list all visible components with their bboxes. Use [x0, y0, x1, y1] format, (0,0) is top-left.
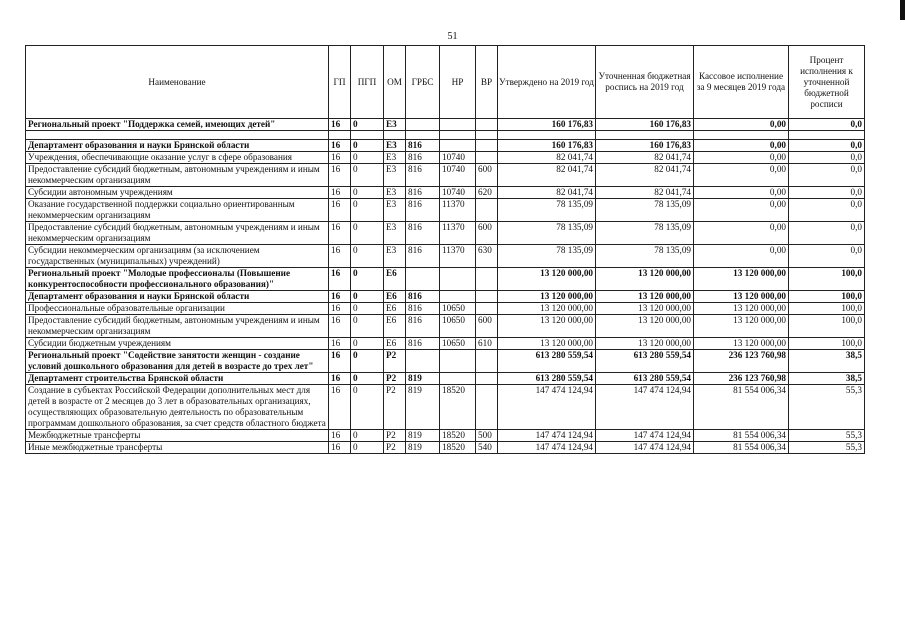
cell-name: Департамент образования и науки Брянской области — [26, 291, 329, 303]
cell-name: Межбюджетные трансферты — [26, 430, 329, 442]
cell-grbs: 816 — [406, 303, 440, 315]
cell-om: Е6 — [384, 291, 406, 303]
cell-vr: 500 — [476, 430, 498, 442]
header-refined: Уточненная бюджетная роспись на 2019 год — [596, 46, 694, 119]
cell-pgp: 0 — [351, 222, 384, 245]
cell-vr — [476, 373, 498, 385]
cell-name: Департамент образования и науки Брянской области — [26, 140, 329, 152]
cell-vr — [476, 152, 498, 164]
header-name: Наименование — [26, 46, 329, 119]
table-header-row — [26, 46, 865, 119]
cell-vr — [476, 199, 498, 222]
cell-approved: 13 120 000,00 — [498, 338, 596, 350]
cell-cash: 0,00 — [694, 164, 789, 187]
table-row — [26, 350, 865, 373]
cell-percent: 0,0 — [789, 140, 865, 152]
cell-cash: 13 120 000,00 — [694, 315, 789, 338]
spacer-cell — [596, 131, 694, 140]
table-row — [26, 222, 865, 245]
cell-refined: 147 474 124,94 — [596, 442, 694, 454]
cell-percent: 55,3 — [789, 430, 865, 442]
cell-cash: 13 120 000,00 — [694, 268, 789, 291]
cell-cash: 236 123 760,98 — [694, 350, 789, 373]
table-row — [26, 373, 865, 385]
cell-name: Учреждения, обеспечивающие оказание услуг в сфере образования — [26, 152, 329, 164]
cell-pgp: 0 — [351, 303, 384, 315]
cell-name: Предоставление субсидий бюджетным, автономным учреждениям и иным некоммерческим организациям — [26, 164, 329, 187]
cell-approved: 78 135,09 — [498, 222, 596, 245]
cell-name: Субсидии некоммерческим организациям (за исключением государственных (муниципальных) учреждений) — [26, 245, 329, 268]
cell-cash: 0,00 — [694, 245, 789, 268]
cell-grbs: 816 — [406, 338, 440, 350]
cell-approved: 613 280 559,54 — [498, 350, 596, 373]
cell-vr — [476, 268, 498, 291]
header-np: НР — [440, 46, 476, 119]
cell-cash: 0,00 — [694, 187, 789, 199]
cell-approved: 78 135,09 — [498, 199, 596, 222]
table-row — [26, 442, 865, 454]
cell-refined: 13 120 000,00 — [596, 338, 694, 350]
cell-pgp: 0 — [351, 338, 384, 350]
cell-refined: 82 041,74 — [596, 187, 694, 199]
cell-approved: 147 474 124,94 — [498, 442, 596, 454]
cell-pgp: 0 — [351, 245, 384, 268]
cell-gp: 16 — [329, 338, 351, 350]
cell-gp: 16 — [329, 291, 351, 303]
cell-np: 11370 — [440, 245, 476, 268]
cell-om: Р2 — [384, 430, 406, 442]
cell-pgp: 0 — [351, 268, 384, 291]
cell-name: Субсидии автономным учреждениям — [26, 187, 329, 199]
cell-om: Е6 — [384, 338, 406, 350]
cell-refined: 613 280 559,54 — [596, 350, 694, 373]
cell-pgp: 0 — [351, 119, 384, 131]
cell-grbs: 816 — [406, 140, 440, 152]
cell-om: Е3 — [384, 140, 406, 152]
spacer-cell — [789, 131, 865, 140]
spacer-cell — [406, 131, 440, 140]
cell-percent: 100,0 — [789, 268, 865, 291]
cell-om: Р2 — [384, 350, 406, 373]
cell-approved: 13 120 000,00 — [498, 315, 596, 338]
cell-pgp: 0 — [351, 164, 384, 187]
cell-np: 18520 — [440, 430, 476, 442]
cell-pgp: 0 — [351, 350, 384, 373]
table-row — [26, 152, 865, 164]
cell-om: Е3 — [384, 222, 406, 245]
cell-approved: 160 176,83 — [498, 140, 596, 152]
cell-refined: 160 176,83 — [596, 140, 694, 152]
cell-pgp: 0 — [351, 442, 384, 454]
cell-approved: 13 120 000,00 — [498, 268, 596, 291]
cell-om: Р2 — [384, 385, 406, 430]
header-approved: Утверждено на 2019 год — [498, 46, 596, 119]
cell-approved: 13 120 000,00 — [498, 291, 596, 303]
spacer-cell — [498, 131, 596, 140]
table-row — [26, 315, 865, 338]
cell-vr — [476, 303, 498, 315]
cell-vr: 610 — [476, 338, 498, 350]
table-row — [26, 140, 865, 152]
cell-gp: 16 — [329, 442, 351, 454]
cell-refined: 147 474 124,94 — [596, 430, 694, 442]
cell-approved: 78 135,09 — [498, 245, 596, 268]
cell-np — [440, 291, 476, 303]
cell-cash: 236 123 760,98 — [694, 373, 789, 385]
cell-np: 18520 — [440, 442, 476, 454]
cell-gp: 16 — [329, 222, 351, 245]
cell-np — [440, 268, 476, 291]
cell-np: 10650 — [440, 303, 476, 315]
header-vr: ВР — [476, 46, 498, 119]
cell-cash: 0,00 — [694, 222, 789, 245]
cell-gp: 16 — [329, 199, 351, 222]
cell-vr — [476, 291, 498, 303]
spacer-cell — [694, 131, 789, 140]
cell-grbs: 816 — [406, 164, 440, 187]
cell-refined: 13 120 000,00 — [596, 303, 694, 315]
cell-cash: 81 554 006,34 — [694, 430, 789, 442]
cell-np: 11370 — [440, 199, 476, 222]
spacer-cell — [440, 131, 476, 140]
cell-np — [440, 140, 476, 152]
cell-vr — [476, 140, 498, 152]
cell-grbs: 816 — [406, 222, 440, 245]
cell-grbs: 816 — [406, 187, 440, 199]
cell-approved: 82 041,74 — [498, 187, 596, 199]
table-row — [26, 430, 865, 442]
cell-om: Е3 — [384, 245, 406, 268]
cell-approved: 13 120 000,00 — [498, 303, 596, 315]
cell-cash: 13 120 000,00 — [694, 291, 789, 303]
cell-percent: 0,0 — [789, 222, 865, 245]
header-cash: Кассовое исполнение за 9 месяцев 2019 года — [694, 46, 789, 119]
cell-refined: 82 041,74 — [596, 152, 694, 164]
cell-gp: 16 — [329, 303, 351, 315]
header-gp: ГП — [329, 46, 351, 119]
cell-gp: 16 — [329, 164, 351, 187]
cell-gp: 16 — [329, 187, 351, 199]
cell-name: Субсидии бюджетным учреждениям — [26, 338, 329, 350]
header-om: ОМ — [384, 46, 406, 119]
cell-pgp: 0 — [351, 291, 384, 303]
cell-name: Иные межбюджетные трансферты — [26, 442, 329, 454]
cell-vr: 600 — [476, 222, 498, 245]
cell-percent: 55,3 — [789, 442, 865, 454]
cell-gp: 16 — [329, 350, 351, 373]
cell-pgp: 0 — [351, 315, 384, 338]
cell-percent: 0,0 — [789, 187, 865, 199]
cell-approved: 613 280 559,54 — [498, 373, 596, 385]
cell-om: Е3 — [384, 119, 406, 131]
spacer-cell — [476, 131, 498, 140]
spacer-cell — [329, 131, 351, 140]
spacer-cell — [26, 131, 329, 140]
cell-approved: 147 474 124,94 — [498, 385, 596, 430]
cell-percent: 0,0 — [789, 245, 865, 268]
cell-om: Е3 — [384, 152, 406, 164]
cell-name: Создание в субъектах Российской Федерации дополнительных мест для детей в возрасте от 2 месяцев до 3 лет в образовательных организациях, осуществляющих образовательную деятельность по образовательным программам дошкольного образования, за счет средств областного бюджета — [26, 385, 329, 430]
cell-np: 11370 — [440, 222, 476, 245]
cell-vr: 630 — [476, 245, 498, 268]
cell-percent: 55,3 — [789, 385, 865, 430]
cell-name: Предоставление субсидий бюджетным, автономным учреждениям и иным некоммерческим организациям — [26, 315, 329, 338]
cell-grbs: 819 — [406, 385, 440, 430]
table-row — [26, 164, 865, 187]
header-percent: Процент исполнения к уточненной бюджетной росписи — [789, 46, 865, 119]
cell-percent: 0,0 — [789, 199, 865, 222]
cell-vr: 540 — [476, 442, 498, 454]
cell-gp: 16 — [329, 152, 351, 164]
cell-pgp: 0 — [351, 199, 384, 222]
cell-refined: 82 041,74 — [596, 164, 694, 187]
cell-om: Е3 — [384, 199, 406, 222]
cell-np: 10740 — [440, 152, 476, 164]
cell-pgp: 0 — [351, 373, 384, 385]
cell-np: 10650 — [440, 315, 476, 338]
table-body — [26, 119, 865, 454]
table-row — [26, 303, 865, 315]
cell-gp: 16 — [329, 245, 351, 268]
cell-approved: 147 474 124,94 — [498, 430, 596, 442]
cell-cash: 0,00 — [694, 119, 789, 131]
cell-percent: 38,5 — [789, 373, 865, 385]
table-row — [26, 268, 865, 291]
cell-name: Предоставление субсидий бюджетным, автономным учреждениям и иным некоммерческим организациям — [26, 222, 329, 245]
cell-np: 10740 — [440, 164, 476, 187]
cell-gp: 16 — [329, 140, 351, 152]
cell-refined: 147 474 124,94 — [596, 385, 694, 430]
cell-cash: 0,00 — [694, 199, 789, 222]
cell-vr — [476, 385, 498, 430]
cell-vr: 600 — [476, 164, 498, 187]
cell-grbs — [406, 119, 440, 131]
cell-vr: 620 — [476, 187, 498, 199]
cell-approved: 160 176,83 — [498, 119, 596, 131]
cell-grbs: 816 — [406, 315, 440, 338]
cell-percent: 0,0 — [789, 119, 865, 131]
cell-name: Оказание государственной поддержки социально ориентированным некоммерческим организациям — [26, 199, 329, 222]
cell-pgp: 0 — [351, 140, 384, 152]
cell-percent: 100,0 — [789, 303, 865, 315]
cell-percent: 0,0 — [789, 152, 865, 164]
cell-gp: 16 — [329, 315, 351, 338]
cell-om: Е6 — [384, 315, 406, 338]
page-number: 51 — [447, 31, 458, 42]
cell-gp: 16 — [329, 430, 351, 442]
cell-refined: 613 280 559,54 — [596, 373, 694, 385]
cell-cash: 0,00 — [694, 140, 789, 152]
table-row — [26, 291, 865, 303]
cell-refined: 78 135,09 — [596, 245, 694, 268]
cell-om: Е3 — [384, 164, 406, 187]
cell-gp: 16 — [329, 119, 351, 131]
cell-name: Региональный проект "Молодые профессионалы (Повышение конкурентоспособности профессионального образования)" — [26, 268, 329, 291]
cell-grbs: 816 — [406, 199, 440, 222]
cell-refined: 78 135,09 — [596, 222, 694, 245]
cell-np: 10650 — [440, 338, 476, 350]
cell-cash: 81 554 006,34 — [694, 385, 789, 430]
cell-name: Профессиональные образовательные организации — [26, 303, 329, 315]
cell-cash: 13 120 000,00 — [694, 338, 789, 350]
cell-grbs: 819 — [406, 373, 440, 385]
cell-gp: 16 — [329, 385, 351, 430]
header-pgp: ПГП — [351, 46, 384, 119]
cell-pgp: 0 — [351, 152, 384, 164]
cell-refined: 13 120 000,00 — [596, 268, 694, 291]
cell-cash: 0,00 — [694, 152, 789, 164]
table-row — [26, 199, 865, 222]
cell-refined: 13 120 000,00 — [596, 291, 694, 303]
cell-approved: 82 041,74 — [498, 152, 596, 164]
table-row — [26, 338, 865, 350]
cell-name: Департамент строительства Брянской области — [26, 373, 329, 385]
cell-grbs: 819 — [406, 442, 440, 454]
cell-om: Е6 — [384, 303, 406, 315]
cell-refined: 78 135,09 — [596, 199, 694, 222]
cell-name: Региональный проект "Поддержка семей, имеющих детей" — [26, 119, 329, 131]
spacer-cell — [351, 131, 384, 140]
cell-percent: 0,0 — [789, 164, 865, 187]
cell-om: Р2 — [384, 442, 406, 454]
table-spacer-row — [26, 131, 865, 140]
cell-cash: 81 554 006,34 — [694, 442, 789, 454]
table-row — [26, 119, 865, 131]
cell-grbs — [406, 350, 440, 373]
scan-edge-mark — [900, 0, 905, 20]
cell-vr: 600 — [476, 315, 498, 338]
cell-np — [440, 350, 476, 373]
cell-vr — [476, 350, 498, 373]
spacer-cell — [384, 131, 406, 140]
header-grbs: ГРБС — [406, 46, 440, 119]
cell-grbs: 819 — [406, 430, 440, 442]
cell-np: 18520 — [440, 385, 476, 430]
cell-om: Е6 — [384, 268, 406, 291]
cell-name: Региональный проект "Содействие занятости женщин - создание условий дошкольного образования для детей в возрасте до трех лет" — [26, 350, 329, 373]
cell-np — [440, 119, 476, 131]
cell-grbs — [406, 268, 440, 291]
cell-cash: 13 120 000,00 — [694, 303, 789, 315]
cell-pgp: 0 — [351, 187, 384, 199]
cell-pgp: 0 — [351, 430, 384, 442]
cell-approved: 82 041,74 — [498, 164, 596, 187]
cell-percent: 38,5 — [789, 350, 865, 373]
cell-percent: 100,0 — [789, 338, 865, 350]
cell-om: Р2 — [384, 373, 406, 385]
cell-percent: 100,0 — [789, 315, 865, 338]
cell-np — [440, 373, 476, 385]
cell-grbs: 816 — [406, 291, 440, 303]
cell-om: Е3 — [384, 187, 406, 199]
table-row — [26, 187, 865, 199]
table-row — [26, 385, 865, 430]
table-row — [26, 245, 865, 268]
cell-vr — [476, 119, 498, 131]
cell-gp: 16 — [329, 268, 351, 291]
cell-refined: 160 176,83 — [596, 119, 694, 131]
cell-np: 10740 — [440, 187, 476, 199]
cell-percent: 100,0 — [789, 291, 865, 303]
cell-refined: 13 120 000,00 — [596, 315, 694, 338]
cell-pgp: 0 — [351, 385, 384, 430]
cell-gp: 16 — [329, 373, 351, 385]
budget-execution-table — [25, 45, 865, 454]
cell-grbs: 816 — [406, 245, 440, 268]
cell-grbs: 816 — [406, 152, 440, 164]
